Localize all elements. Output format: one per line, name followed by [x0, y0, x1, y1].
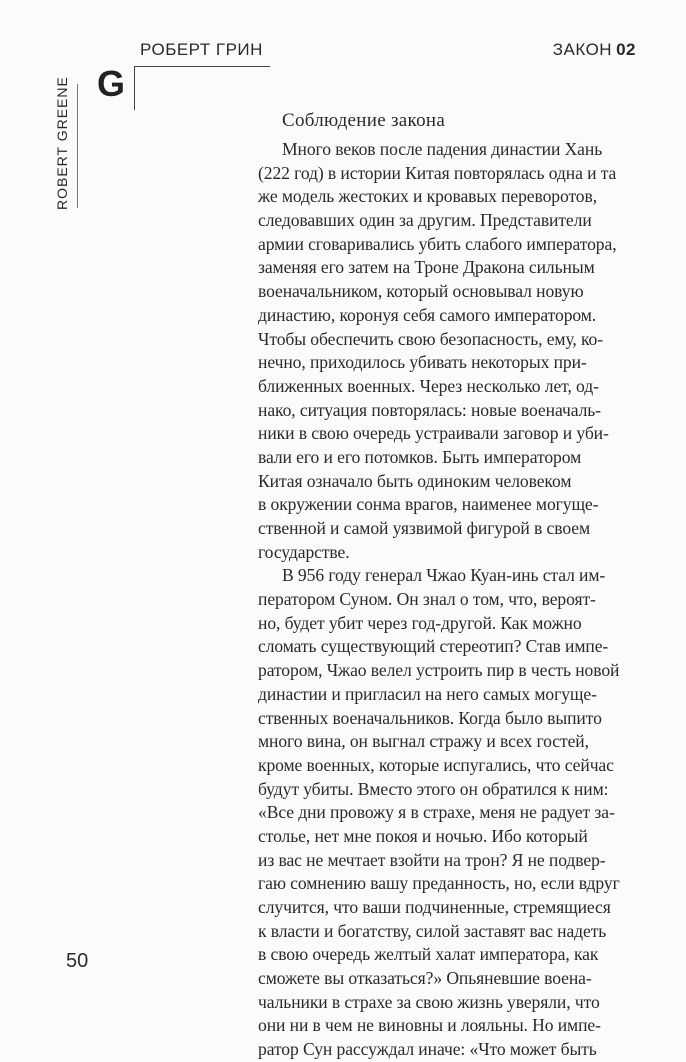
text-line: гаю сомнению вашу преданность, но, если вдруг [258, 873, 620, 894]
text-line: (222 год) в истории Китая повторялась одна и та [258, 162, 617, 183]
spine-rule [77, 84, 78, 208]
law-number: 02 [616, 40, 636, 59]
text-line: ратором, Чжао велел устроить пир в честь новой [258, 660, 620, 681]
text-line: чальники в страхе за свою жизнь уверяли, что [258, 991, 600, 1012]
text-line: но, будет убит через год-другой. Как можно [258, 612, 582, 633]
spine-author: ROBERT GREENE [54, 76, 70, 210]
page-number: 50 [66, 950, 89, 972]
header-rule-vertical [134, 66, 135, 110]
body-text [258, 138, 638, 1062]
text-line: же модель жестоких и кровавых переворотов, [258, 186, 598, 207]
text-line: ственной и самой уязвимой фигурой в своем [258, 518, 591, 538]
text-line: сломать существующий стереотип? Став импе- [258, 636, 609, 657]
text-line: столье, нет мне покоя и ночью. Ибо который [258, 825, 588, 846]
text-line: следовавших один за другим. Представители [258, 210, 592, 231]
text-line: кроме военных, которые испугались, что сейчас [258, 754, 614, 775]
running-header-law [553, 40, 636, 60]
text-line: много вина, он выгнал стражу и всех гостей, [258, 731, 589, 752]
text-line: нако, ситуация повторялась: новые военачаль- [258, 399, 601, 420]
text-line: будут убиты. Вместо этого он обратился к ним: [258, 778, 609, 799]
text-line: вали его и его потомков. Быть императором [258, 446, 582, 467]
text-line: династии и пригласил на него самых могуще- [258, 683, 597, 704]
text-line: ратор Сун рассуждал иначе: «Что может быть [258, 1039, 597, 1060]
text-line: военачальником, который основывал новую [258, 281, 584, 302]
text-line: заменяя его затем на Троне Дракона сильным [258, 257, 595, 278]
text-line: сможете вы отказаться?» Опьяневшие воена- [258, 968, 592, 989]
header-rule [134, 66, 270, 67]
text-line: Много веков после падения династии Хань [282, 139, 603, 159]
text-line: армии сговаривались убить слабого императора, [258, 233, 617, 254]
law-label: ЗАКОН [552, 40, 613, 59]
text-line: ники в свою очередь устраивали заговор и уби- [258, 423, 609, 444]
text-line: в свою очередь желтый халат императора, как [258, 944, 599, 965]
text-line: «Все дни провожу я в страхе, меня не радует за- [258, 802, 615, 823]
text-line: В 956 году генерал Чжао Куан-инь стал им- [282, 565, 606, 586]
text-line: в окружении сонма врагов, наименее могуще- [258, 494, 599, 515]
running-header-author: РОБЕРТ ГРИН [140, 40, 263, 59]
section-title: Соблюдение закона [282, 110, 446, 131]
text-line: государстве. [258, 541, 350, 562]
text-line: ближенных военных. Через несколько лет, од- [258, 375, 599, 396]
text-line: к власти и богатству, силой заставят вас надеть [258, 920, 607, 941]
text-line: они ни в чем не виновны и лояльны. Но импе- [258, 1015, 601, 1036]
logo-letter: G [97, 63, 126, 104]
text-line: династию, коронуя себя самого императором. [258, 304, 597, 325]
text-line: случится, что ваши подчиненные, стремящиеся [258, 897, 611, 917]
text-line: ственных военачальников. Когда было выпито [258, 707, 602, 728]
text-line: Чтобы обеспечить свою безопасность, ему, ко- [258, 328, 604, 349]
text-line: нечно, приходилось убивать некоторых при- [258, 352, 587, 373]
text-line: из вас не мечтает взойти на трон? Я не подвер- [258, 849, 606, 870]
text-line: ператором Суном. Он знал о том, что, вероят- [258, 589, 596, 610]
text-line: Китая означало быть одиноким человеком [258, 470, 572, 491]
